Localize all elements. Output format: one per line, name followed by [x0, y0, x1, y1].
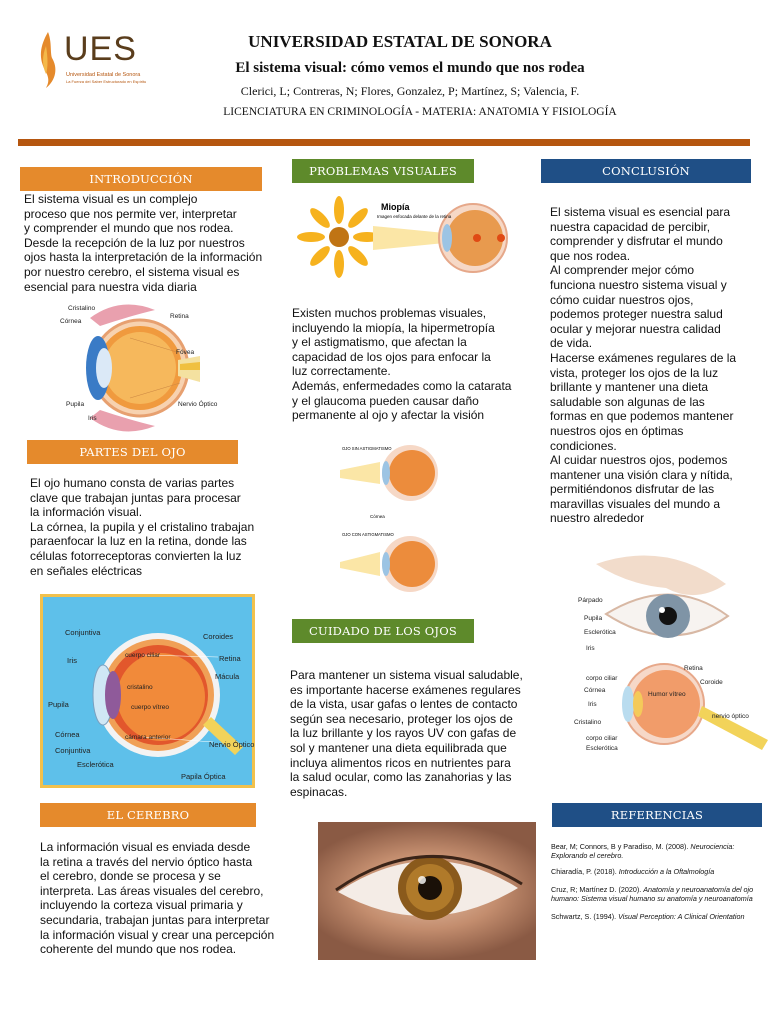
label-pupila-3: Pupila [584, 615, 603, 622]
reference-title: Visual Perception: A Clinical Orientation [618, 912, 745, 921]
eye-diagram-2 [40, 594, 255, 788]
problemas-text: Existen muchos problemas visuales, incluyendo la miopía, la hipermetropía y el astigmatismo, que afectan la capacidad de los ojos para enfocar la luz correctamente. Además, enfermedades como la catarata y el glaucoma pueden causar daño permanente al ojo y afectar la visión [292, 306, 512, 423]
label-retina-2: Retina [219, 654, 241, 663]
program: LICENCIATURA EN CRIMINOLOGÍA - MATERIA: ANATOMIA Y FISIOLOGÍA [223, 106, 617, 118]
label-conjuntiva-bottom: Conjuntiva [55, 746, 91, 755]
label-cornea-2: Córnea [55, 730, 80, 739]
label-coroide: Coroide [700, 679, 723, 686]
conclusion-heading: CONCLUSIÓN [541, 159, 751, 183]
astigmatismo-diagram [340, 440, 440, 600]
header-divider [18, 139, 750, 146]
reference-item [551, 885, 763, 903]
astig-top-label: OJO SIN ASTIGMATISMO [342, 446, 392, 451]
reference-author: Chiaradía, P. (2018). [551, 867, 619, 876]
label-humor-vitreo: Humor vítreo [648, 691, 686, 698]
label-cornea-1: Córnea [60, 318, 82, 325]
miopia-caption: Imagen enfocada delante de la retina [377, 214, 452, 219]
cerebro-text: La información visual es enviada desde la retina a través del nervio óptico hasta el cerebro, donde se procesa y se interpreta. Las áreas visuales del cerebro, incluyendo la corteza visual primaria y secundaria, trabajan juntas para interpretar la información visual y crear una percepción coherente del mundo que nos rodea. [40, 840, 275, 957]
label-pupila-2: Pupila [48, 700, 69, 709]
label-papila: Papila Óptica [181, 772, 226, 781]
reference-item [551, 842, 763, 860]
cuidado-heading: CUIDADO DE LOS OJOS [292, 619, 474, 643]
intro-text: El sistema visual es un complejo proceso que nos permite ver, interpretar y comprender el mundo que nos rodea. Desde la recepción de la luz por nuestros ojos hasta la interpretación de la información por nuestro cerebro, el sistema visual es esencial para nuestra vida diaria [24, 192, 263, 294]
label-retina-1: Retina [170, 313, 189, 320]
logo-tagline-2: La Fuerza del Saber Estructurado en Espíritu [66, 79, 147, 84]
label-nervio-1: Nervio Óptico [178, 401, 218, 408]
label-parpado: Párpado [578, 597, 603, 604]
reference-author: Cruz, R; Martínez D. (2020). [551, 885, 644, 894]
label-conjuntiva-top: Conjuntiva [65, 628, 101, 637]
label-iris-4: Iris [588, 701, 597, 708]
label-macula: Mácula [215, 672, 240, 681]
label-nervio-3: nervio óptico [712, 713, 749, 720]
label-iris-3: Iris [586, 645, 595, 652]
problemas-heading: PROBLEMAS VISUALES [292, 159, 474, 183]
reference-author: Bear, M; Connors, B y Paradiso, M. (2008). [551, 842, 691, 851]
cuidado-text: Para mantener un sistema visual saludable, es importante hacerse exámenes regulares de la vista, usar gafas o lentes de contacto según sea necesario, proteger los ojos de la luz brillante y los rayos UV con gafas de sol y mantener una dieta equilibrada que incluya alimentos ricos en nutrientes para la salud ocular, como las zanahorias y las espinacas. [290, 668, 523, 799]
astig-cornea-label: Córnea [370, 514, 385, 519]
reference-item [551, 912, 763, 921]
referencias-heading: REFERENCIAS [552, 803, 762, 827]
label-nervio-2: Nervio Óptico [209, 740, 255, 749]
reference-item [551, 867, 763, 876]
label-cristalino-3: Cristalino [574, 719, 602, 726]
label-iris-1: Iris [88, 415, 97, 422]
poster-title: El sistema visual: cómo vemos el mundo que nos rodea [235, 60, 585, 76]
cerebro-heading: EL CEREBRO [40, 803, 256, 827]
label-cristalino: Cristalino [68, 305, 96, 312]
label-cristalino-2: cristalino [127, 684, 153, 691]
miopia-diagram [305, 196, 525, 278]
ues-logo [34, 28, 164, 90]
astig-bottom-label: OJO CON ASTIGMATISMO [342, 532, 394, 537]
intro-heading: INTRODUCCIÓN [20, 167, 262, 191]
label-pupila-1: Pupila [66, 401, 85, 408]
partes-text: El ojo humano consta de varias partes clave que trabajan juntas para procesar la información visual. La córnea, la pupila y el cristalino trabajan paraenfocar la luz en la retina, donde las células fotorreceptoras convierten la luz en señales eléctricas [30, 476, 255, 578]
university-name: UNIVERSIDAD ESTATAL DE SONORA [248, 32, 552, 51]
references-list [551, 842, 763, 921]
eye-diagram-3 [556, 544, 768, 756]
label-cuerpo-ciliar-2: corpo ciliar [586, 735, 618, 742]
label-cuerpo-ciliar-1: corpo ciliar [586, 675, 618, 682]
conclusion-text: El sistema visual es esencial para nuestra capacidad de percibir, comprender y disfrutar el mundo que nos rodea. Al comprender mejor cómo funciona nuestro sistema visual y cómo cuidar nuestros ojos, podemos proteger nuestra salud ocular y mejorar nuestra calidad de vida. Hacerse exámenes regulares de la vista, proteger los ojos de la luz brillante y mantener una dieta saludable son algunas de las formas en que podemos mantener nuestros ojos en óptimas condiciones. Al cuidar nuestros ojos, podemos mantener una visión clara y nítida, permitiéndonos disfrutar de las maravillas visuales del mundo a nuestro alrededor [550, 205, 737, 526]
label-cuerpo-vitreo: cuerpo vítreo [131, 704, 169, 711]
authors: Clerici, L; Contreras, N; Flores, Gonzalez, P; Martínez, S; Valencia, F. [240, 84, 580, 98]
logo-tagline: Universidad Estatal de Sonora [66, 72, 141, 78]
label-fovea: Fóvea [176, 349, 195, 356]
label-esclerotica-2: Esclerótica [77, 760, 114, 769]
eye-photo [318, 822, 536, 960]
label-esclerotica-4: Esclerótica [586, 745, 618, 752]
reference-title: Introducción a la Oftalmología [618, 867, 715, 876]
eye-diagram-1 [60, 298, 218, 438]
flower-icon [297, 196, 381, 278]
label-cornea-3: Córnea [584, 687, 606, 694]
partes-heading: PARTES DEL OJO [27, 440, 238, 464]
reference-title: Neurociencia: Explorando el cerebro. [551, 842, 735, 860]
label-iris-2: Iris [67, 656, 77, 665]
label-cuerpo-ciliar: cuerpo ciliar [125, 652, 161, 659]
label-camara: cámara anterior [125, 734, 171, 741]
label-esclerotica-3: Esclerótica [584, 629, 616, 636]
label-coroides: Coroides [203, 632, 234, 641]
reference-author: Schwartz, S. (1994). [551, 912, 619, 921]
label-retina-3: Retina [684, 665, 703, 672]
miopia-label: Miopía [381, 202, 410, 212]
reference-title: Anatomía y neuroanatomía del ojo humano: Sistema visual humano su anatomía y neuroanatomía [551, 885, 754, 903]
logo-text: UES [64, 30, 137, 68]
